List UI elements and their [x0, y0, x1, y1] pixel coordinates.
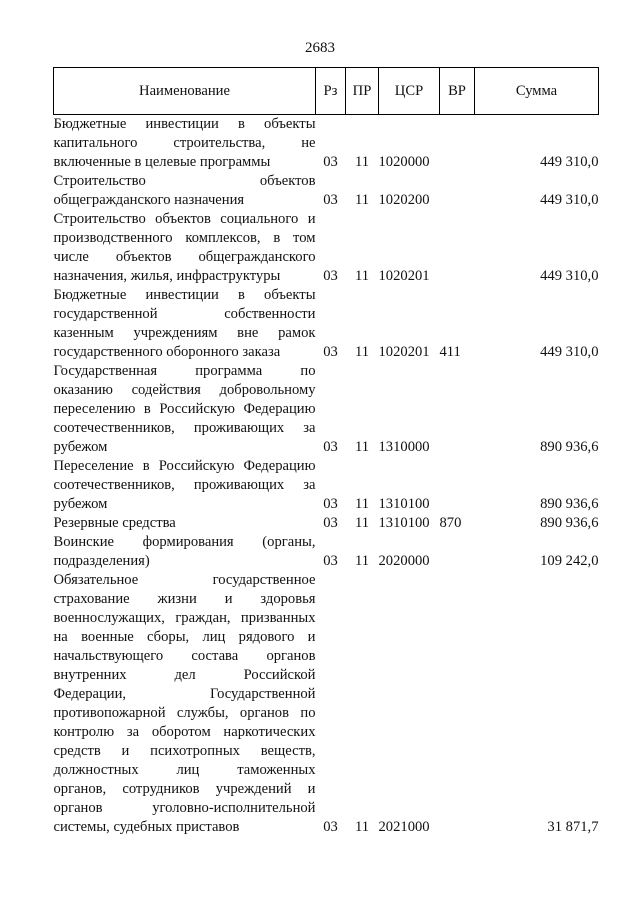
table-body — [54, 115, 599, 838]
row-csr: 2021000 — [378, 819, 430, 835]
row-pr: 11 — [354, 344, 370, 360]
row-sum: 31 871,7 — [547, 819, 599, 835]
table-row — [54, 533, 599, 571]
row-csr: 1020000 — [378, 154, 430, 170]
row-name — [54, 457, 316, 514]
row-name-line: государственной собственности — [53, 306, 316, 322]
row-csr: 1310100 — [378, 515, 430, 531]
row-name-line: Строительство объектов — [53, 173, 316, 189]
header-csr: ЦСР — [379, 68, 440, 115]
budget-table — [53, 67, 599, 837]
header-pr: ПР — [346, 68, 379, 115]
row-pr: 11 — [354, 268, 370, 284]
row-csr: 2020000 — [378, 553, 430, 569]
row-csr: 1020200 — [378, 192, 430, 208]
row-name-line: Воинские формирования (органы, — [53, 534, 316, 550]
header-vr: ВР — [440, 68, 475, 115]
row-name-line: соотечественников, проживающих за — [53, 477, 316, 493]
row-name — [54, 514, 316, 533]
row-name-line: рубежом — [53, 496, 108, 512]
row-name-line: включенные в целевые программы — [53, 154, 271, 170]
table-row — [54, 172, 599, 210]
header-sum: Сумма — [475, 68, 599, 115]
row-name — [54, 286, 316, 362]
table-row — [54, 362, 599, 457]
row-vr: 411 — [439, 344, 461, 360]
row-name-line: подразделения) — [53, 553, 150, 569]
table-row — [54, 286, 599, 362]
row-rz: 03 — [323, 154, 338, 170]
row-sum: 890 936,6 — [540, 496, 599, 512]
row-name — [54, 571, 316, 837]
row-name-line: начальствующего состава органов — [53, 648, 316, 664]
row-rz: 03 — [323, 344, 338, 360]
row-name-line: рубежом — [53, 439, 108, 455]
row-name-line: должностных лиц таможенных — [53, 762, 316, 778]
header-rz: Рз — [316, 68, 346, 115]
row-name-line: военнослужащих, граждан, призванных — [53, 610, 316, 626]
row-vr — [440, 533, 475, 571]
row-sum: 890 936,6 — [540, 515, 599, 531]
row-sum: 890 936,6 — [540, 439, 599, 455]
row-name-line: Резервные средства — [53, 515, 176, 531]
header-name: Наименование — [54, 68, 316, 115]
row-name-line: Бюджетные инвестиции в объекты — [53, 116, 316, 132]
row-name-line: органов уголовно-исполнительной — [53, 800, 316, 816]
row-name-line: капитального строительства, не — [53, 135, 316, 151]
row-name-line: оказанию содействия добровольному — [53, 382, 316, 398]
row-name-line: общегражданского назначения — [53, 192, 245, 208]
row-pr: 11 — [354, 192, 370, 208]
row-name-line: контролю за оборотом наркотических — [53, 724, 316, 740]
row-pr: 11 — [354, 515, 370, 531]
row-name-line: производственного комплексов, в том — [53, 230, 316, 246]
row-sum: 449 310,0 — [540, 192, 599, 208]
row-rz: 03 — [323, 819, 338, 835]
row-pr: 11 — [354, 154, 370, 170]
page-number: 2683 — [305, 40, 335, 56]
row-name-line: числе объектов общегражданского — [53, 249, 316, 265]
row-name-line: Строительство объектов социального и — [53, 211, 316, 227]
table-row — [54, 210, 599, 286]
row-name-line: Государственная программа по — [53, 363, 316, 379]
table-row — [54, 457, 599, 514]
row-name-line: Переселение в Российскую Федерацию — [53, 458, 316, 474]
row-name-line: на военные сборы, лиц рядового и — [53, 629, 316, 645]
row-name-line: системы, судебных приставов — [53, 819, 240, 835]
row-name-line: средств и психотропных веществ, — [53, 743, 316, 759]
row-name — [54, 362, 316, 457]
row-name-line: страхование жизни и здоровья — [53, 591, 316, 607]
row-rz: 03 — [323, 496, 338, 512]
row-name-line: Федерации, Государственной — [53, 686, 316, 702]
row-rz: 03 — [323, 515, 338, 531]
table-header-row — [54, 68, 599, 115]
row-pr: 11 — [354, 553, 370, 569]
table-row — [54, 115, 599, 173]
row-rz: 03 — [323, 553, 338, 569]
row-name-line: казенным учреждениям вне рамок — [53, 325, 316, 341]
row-csr: 1310100 — [378, 496, 430, 512]
row-name-line: Обязательное государственное — [53, 572, 316, 588]
row-pr: 11 — [354, 819, 370, 835]
row-rz: 03 — [323, 439, 338, 455]
row-pr: 11 — [354, 439, 370, 455]
row-sum: 449 310,0 — [540, 344, 599, 360]
row-name-line: назначения, жилья, инфраструктуры — [53, 268, 281, 284]
row-name-line: внутренних дел Российской — [53, 667, 316, 683]
row-pr: 11 — [354, 496, 370, 512]
row-sum: 449 310,0 — [540, 268, 599, 284]
row-name-line: соотечественников, проживающих за — [53, 420, 316, 436]
row-name-line: противопожарной службы, органов по — [53, 705, 316, 721]
row-name-line: Бюджетные инвестиции в объекты — [53, 287, 316, 303]
row-name-line: государственного оборонного заказа — [53, 344, 281, 360]
row-vr — [440, 362, 475, 457]
row-rz: 03 — [323, 268, 338, 284]
row-vr — [440, 457, 475, 514]
row-name — [54, 115, 316, 173]
row-sum: 109 242,0 — [540, 553, 599, 569]
row-name — [54, 210, 316, 286]
row-sum: 449 310,0 — [540, 154, 599, 170]
table-row — [54, 571, 599, 837]
row-csr: 1310000 — [378, 439, 430, 455]
row-csr: 1020201 — [378, 268, 430, 284]
row-vr — [440, 571, 475, 837]
row-name-line: переселению в Российскую Федерацию — [53, 401, 316, 417]
row-vr — [440, 115, 475, 173]
row-vr — [440, 210, 475, 286]
row-rz: 03 — [323, 192, 338, 208]
row-vr: 870 — [439, 515, 462, 531]
row-name-line: органов, сотрудников учреждений и — [53, 781, 316, 797]
row-csr: 1020201 — [378, 344, 430, 360]
row-vr — [440, 172, 475, 210]
row-name — [54, 172, 316, 210]
table-row — [54, 514, 599, 533]
row-name — [54, 533, 316, 571]
